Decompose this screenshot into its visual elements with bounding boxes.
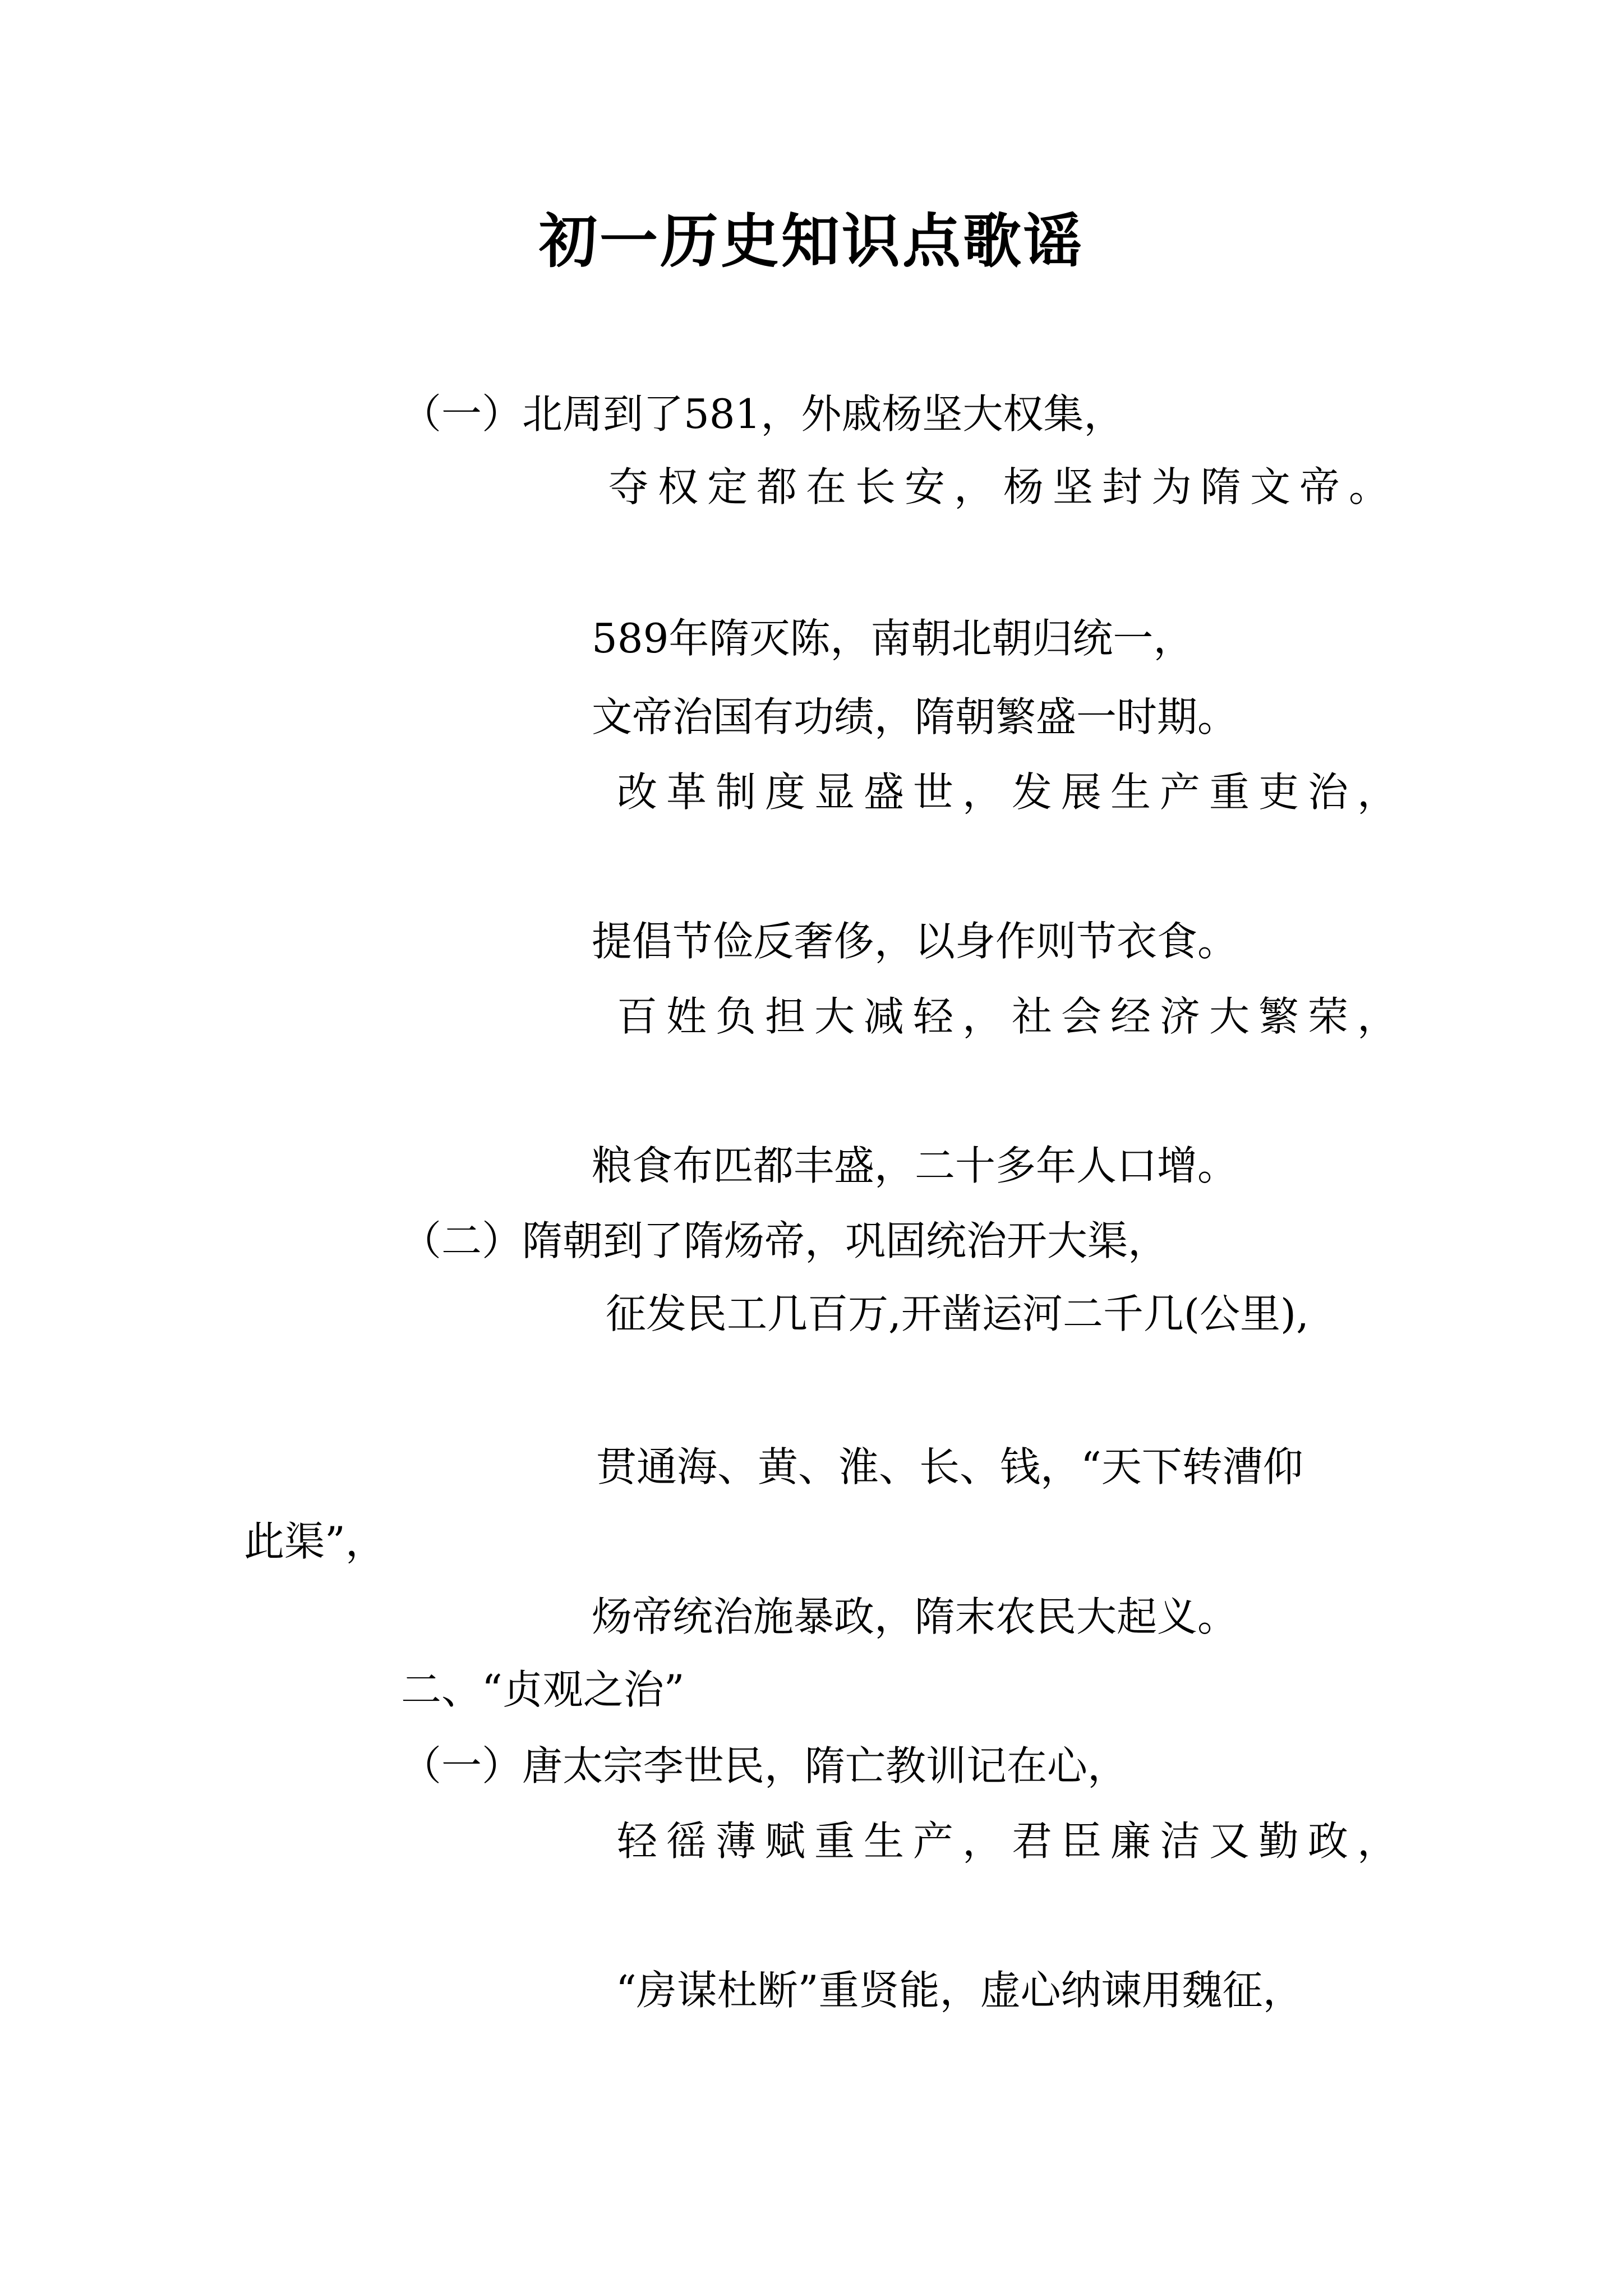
text-line-7: 百姓负担大减轻，社会经济大繁荣， [617,993,1407,1040]
text-line-5: 改革制度显盛世，发展生产重吏治， [617,769,1407,816]
text-line-15: （一）唐太宗李世民，隋亡教训记在心， [401,1742,1128,1789]
text-line-4: 文帝治国有功绩，隋朝繁盛一时期。 [592,693,1238,740]
text-line-9: （二）隋朝到了隋炀帝，巩固统治开大渠， [401,1217,1169,1264]
text-line-2: 夺权定都在长安，杨坚封为隋文帝。 [608,463,1399,510]
text-line-10: 征发民工几百万,开凿运河二千几(公里), [606,1290,1309,1337]
text-line-16: 轻徭薄赋重生产，君臣廉洁又勤政， [617,1818,1407,1865]
text-line-8: 粮食布匹都丰盛，二十多年人口增。 [592,1142,1238,1189]
text-line-12: 此渠”， [244,1518,386,1565]
text-line-3: 589年隋灭陈，南朝北朝归统一， [592,615,1194,662]
text-line-17: “房谋杜断”重贤能，虚心纳谏用魏征， [616,1967,1303,2014]
document-title: 初一历史知识点歌谣 [538,206,1084,275]
text-line-1: （一）北周到了581，外戚杨坚大权集， [401,390,1124,438]
text-line-13: 炀帝统治施暴政，隋末农民大起义。 [592,1593,1238,1640]
text-line-14: 二、“贞观之治” [401,1666,685,1713]
text-line-11: 贯通海、黄、淮、长、钱，“天下转漕仰 [596,1443,1303,1490]
text-line-6: 提倡节俭反奢侈，以身作则节衣食。 [592,918,1238,965]
